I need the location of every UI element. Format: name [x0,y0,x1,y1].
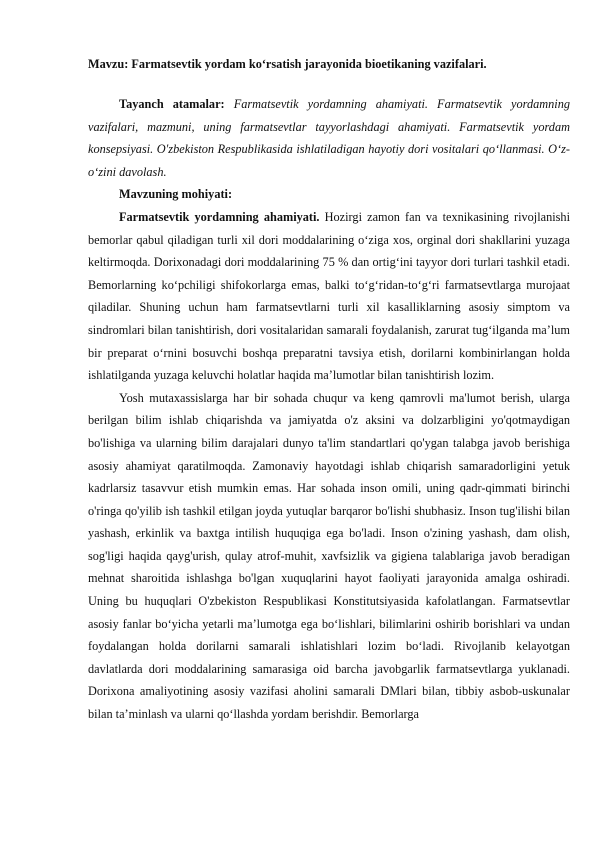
keywords-label: Tayanch atamalar: [119,97,225,111]
keywords-text: Farmatsevtik yordamning ahamiyati. Farmatsevtik yordamning vazifalari, mazmuni, uning farmatsevtlar tayyorlashdagi ahamiyati. Farmatsevtik yordam konsepsiyasi. O'zbekiston Respublikasida ishlatiladigan hayotiy dori vositalari qo‘llanmasi. O‘z-o‘zini davolash. [88,97,570,179]
paragraph-2: Yosh mutaxassislarga har bir sohada chuqur va keng qamrovli ma'lumot berish, ularga berilgan bilim ishlab chiqarishda va jamiyatda o'z aksini va dolzarbligini yo'qotmaydigan bo'lishiga va ularning bilim darajalari dunyo ta'lim standartlari qo'ygan talabga javob berishiga asosiy ahamiyat qaratilmoqda. Zamonaviy hayotdagi ishlab chiqarish samaradorligini yetuk kadrlarsiz tasavvur etish mumkin emas. Har sohada inson omili, uning qadr-qimmati birinchi o'ringa qo'yilib ish tashkil etilgan joyda yutuqlar barqaror bo'lishi shubhasiz. Inson tug'ilishi bilan yashash, erkinlik va baxtga intilish huquqiga ega bo'ladi. Inson o'zining yashash, dam olish, sog'ligi haqida qayg'urish, qulay atrof-muhit, xavfsizlik va gigiena talablariga javob beradigan mehnat sharoitida ishlashga bo'lgan xuquqlarini hayot faoliyati jarayonida amalga oshiradi. Uning bu huquqlari O'zbekiston Respublikasi Konstitutsiyasida kafolatlangan. Farmatsevtlar asosiy fanlar bo‘yicha yetarli ma’lumotga ega bo‘lishlari, bilimlarini oshirib borishlari va undan foydalangan holda dorilarni samarali ishlatishlari lozim bo‘ladi. Rivojlanib kelayotgan davlatlarda dori moddalarining samarasiga oid barcha javobgarlik farmatsevtlarga yuklanadi. Dorixona amaliyotining asosiy vazifasi aholini samarali DMlari bilan, tibbiy asbob-uskunalar bilan ta’minlash va ularni qo‘llashda yordam berishdir. Bemorlarga [88,390,570,722]
document-body [88,93,570,726]
keywords-paragraph [88,93,570,183]
document-title: Mavzu: Farmatsevtik yordam ko‘rsatish jarayonida bioetikaning vazifalari. [88,57,487,71]
paragraph-1-lead: Farmatsevtik yordamning ahamiyati. [119,209,320,224]
paragraph-1 [88,206,570,387]
section-heading: Mavzuning mohiyati: [119,187,233,202]
paragraph-1-text: Hozirgi zamon fan va texnikasining rivojlanishi bemorlar qabul qiladigan turli xil dori moddalarining o‘ziga xos, orginal dori shakllarini yuzaga keltirmoqda. Dorixonadagi dori moddalarining 75 % dan ortig‘ini tayyor dori turlari tashkil etadi. Bemorlarning ko‘pchiligi shifokorlarga emas, balki to‘g‘ridan-to‘g‘ri farmatsevtlarga murojaat qiladilar. Shuning uchun ham farmatsevtlarni turli xil kasalliklarning asosiy simptom va sindromlari bilan tanishtirish, dori vositalaridan samarali foydalanish, zarurat tug‘ilganda ma’lum bir preparat o‘rnini bosuvchi boshqa preparatni tavsiya etish, dorilarni kombinirlangan holda ishlatilganda yuzaga keluvchi holatlar haqida ma’lumotlar bilan tanishtirish lozim. [88,209,570,383]
